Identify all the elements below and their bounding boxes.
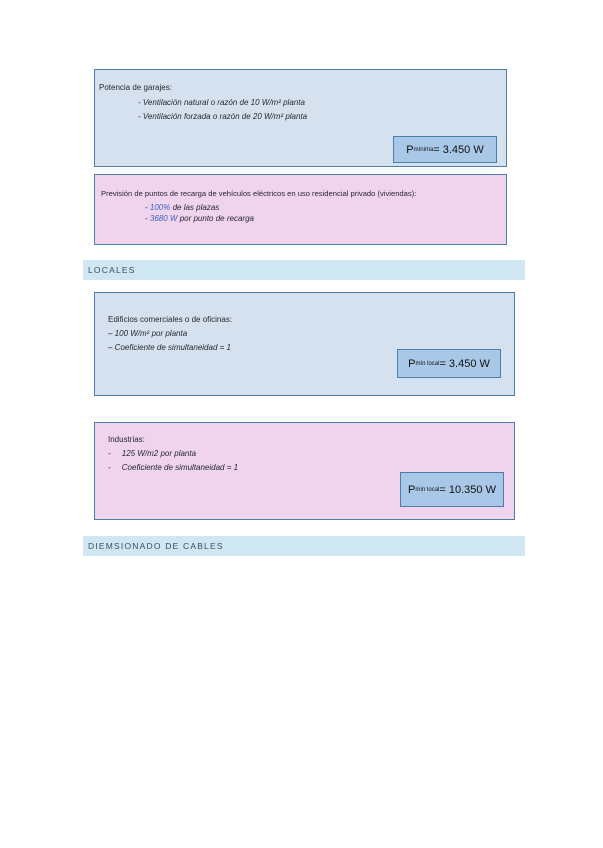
industrias-title: Industrias: — [108, 435, 145, 444]
prevision-item-potencia — [145, 212, 254, 226]
industrias-result-sub: mín local — [415, 486, 440, 493]
garajes-result-box — [393, 136, 497, 163]
prevision-item-potencia-dash: - — [145, 214, 150, 223]
section-heading-locales: LOCALES — [83, 260, 525, 280]
prevision-item-plazas-dash: - — [145, 203, 150, 212]
prevision-item-plazas-highlight: 100% — [149, 203, 171, 212]
comerciales-box — [94, 292, 515, 396]
comerciales-line-coeficiente: – Coeficiente de simultaneidad = 1 — [108, 343, 231, 352]
prevision-item-potencia-highlight: 3680 W — [149, 214, 178, 223]
garajes-title: Potencia de garajes: — [99, 83, 172, 92]
prevision-title: Previsión de puntos de recarga de vehículos eléctricos en uso residencial privado (viviendas): — [101, 189, 417, 198]
industrias-result-box — [400, 472, 504, 507]
industrias-line-potencia: - 125 W/m2 por planta — [108, 449, 197, 458]
garajes-line-natural: - Ventilación natural o razón de 10 W/m² planta — [138, 98, 305, 107]
comerciales-line-potencia: – 100 W/m² por planta — [108, 329, 188, 338]
comerciales-result-box — [397, 349, 501, 378]
industrias-result-p: P — [408, 483, 416, 496]
garajes-result-sub: mínima — [413, 146, 434, 153]
comerciales-title: Edificios comerciales o de oficinas: — [108, 315, 233, 324]
section-heading-cables: DIEMSIONADO DE CABLES — [83, 536, 525, 556]
comerciales-result-value: = 3.450 W — [439, 357, 490, 370]
industrias-line-coeficiente: - Coeficiente de simultaneidad = 1 — [108, 463, 239, 472]
prevision-item-potencia-text: por punto de recarga — [177, 214, 254, 223]
comerciales-result-p: P — [408, 357, 416, 370]
garajes-result-p: P — [406, 143, 414, 156]
garajes-line-forzada: - Ventilación forzada o razón de 20 W/m² planta — [138, 112, 308, 121]
industrias-box — [94, 422, 515, 520]
prevision-box — [94, 174, 507, 245]
industrias-result-value: = 10.350 W — [439, 483, 496, 496]
prevision-item-plazas-text: de las plazas — [170, 203, 220, 212]
garajes-result-value: = 3.450 W — [433, 143, 484, 156]
comerciales-result-sub: mín local — [415, 360, 440, 367]
garajes-box — [94, 69, 507, 167]
